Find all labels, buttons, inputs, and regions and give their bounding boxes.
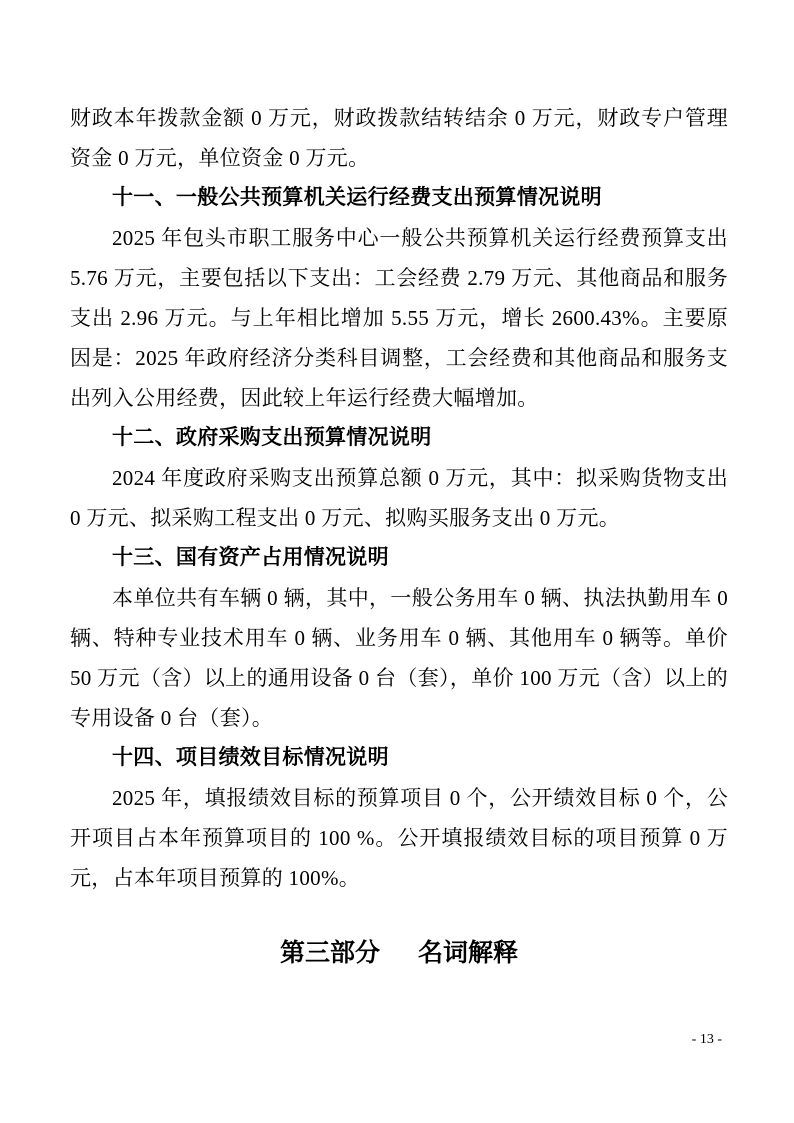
paragraph-operating-expenses: 2025 年包头市职工服务中心一般公共预算机关运行经费预算支出 5.76 万元，主要包括以下支出：工会经费 2.79 万元、其他商品和服务支出 2.96 万元。与上年相比增加 5.55 万元，增长 2600.43%。主要原因是：2025 年政府经济分类科目调整，工会经费和其他商品和服务支出列入公用经费，因此较上年运行经费大幅增加。 — [70, 226, 728, 410]
part-three-name: 名词解释 — [418, 940, 519, 967]
part-three-label: 第三部分 — [279, 940, 380, 967]
paragraph-government-procurement: 2024 年度政府采购支出预算总额 0 万元，其中：拟采购货物支出 0 万元、拟采购工程支出 0 万元、拟购买服务支出 0 万元。 — [70, 466, 728, 530]
document-body — [70, 98, 728, 972]
heading-section-14: 十四、项目绩效目标情况说明 — [112, 746, 389, 769]
part-three-title — [70, 936, 728, 972]
paragraph-performance-targets: 2025 年，填报绩效目标的预算项目 0 个，公开绩效目标 0 个，公开项目占本年预算项目的 100 %。公开填报绩效目标的项目预算 0 万元，占本年项目预算的 100%。 — [70, 786, 728, 890]
heading-section-13: 十三、国有资产占用情况说明 — [112, 546, 389, 569]
heading-section-12: 十二、政府采购支出预算情况说明 — [112, 426, 432, 449]
paragraph-carryover-funds: 财政本年拨款金额 0 万元，财政拨款结转结余 0 万元，财政专户管理资金 0 万元，单位资金 0 万元。 — [70, 106, 728, 170]
paragraph-state-assets: 本单位共有车辆 0 辆，其中，一般公务用车 0 辆、执法执勤用车 0 辆、特种专业技术用车 0 辆、业务用车 0 辆、其他用车 0 辆等。单价 50 万元（含）以上的通用设备 0 台（套），单价 100 万元（含）以上的专用设备 0 台（套）。 — [70, 586, 728, 730]
heading-section-11: 十一、一般公共预算机关运行经费支出预算情况说明 — [112, 186, 602, 209]
page-number: - 13 - — [691, 1032, 722, 1047]
